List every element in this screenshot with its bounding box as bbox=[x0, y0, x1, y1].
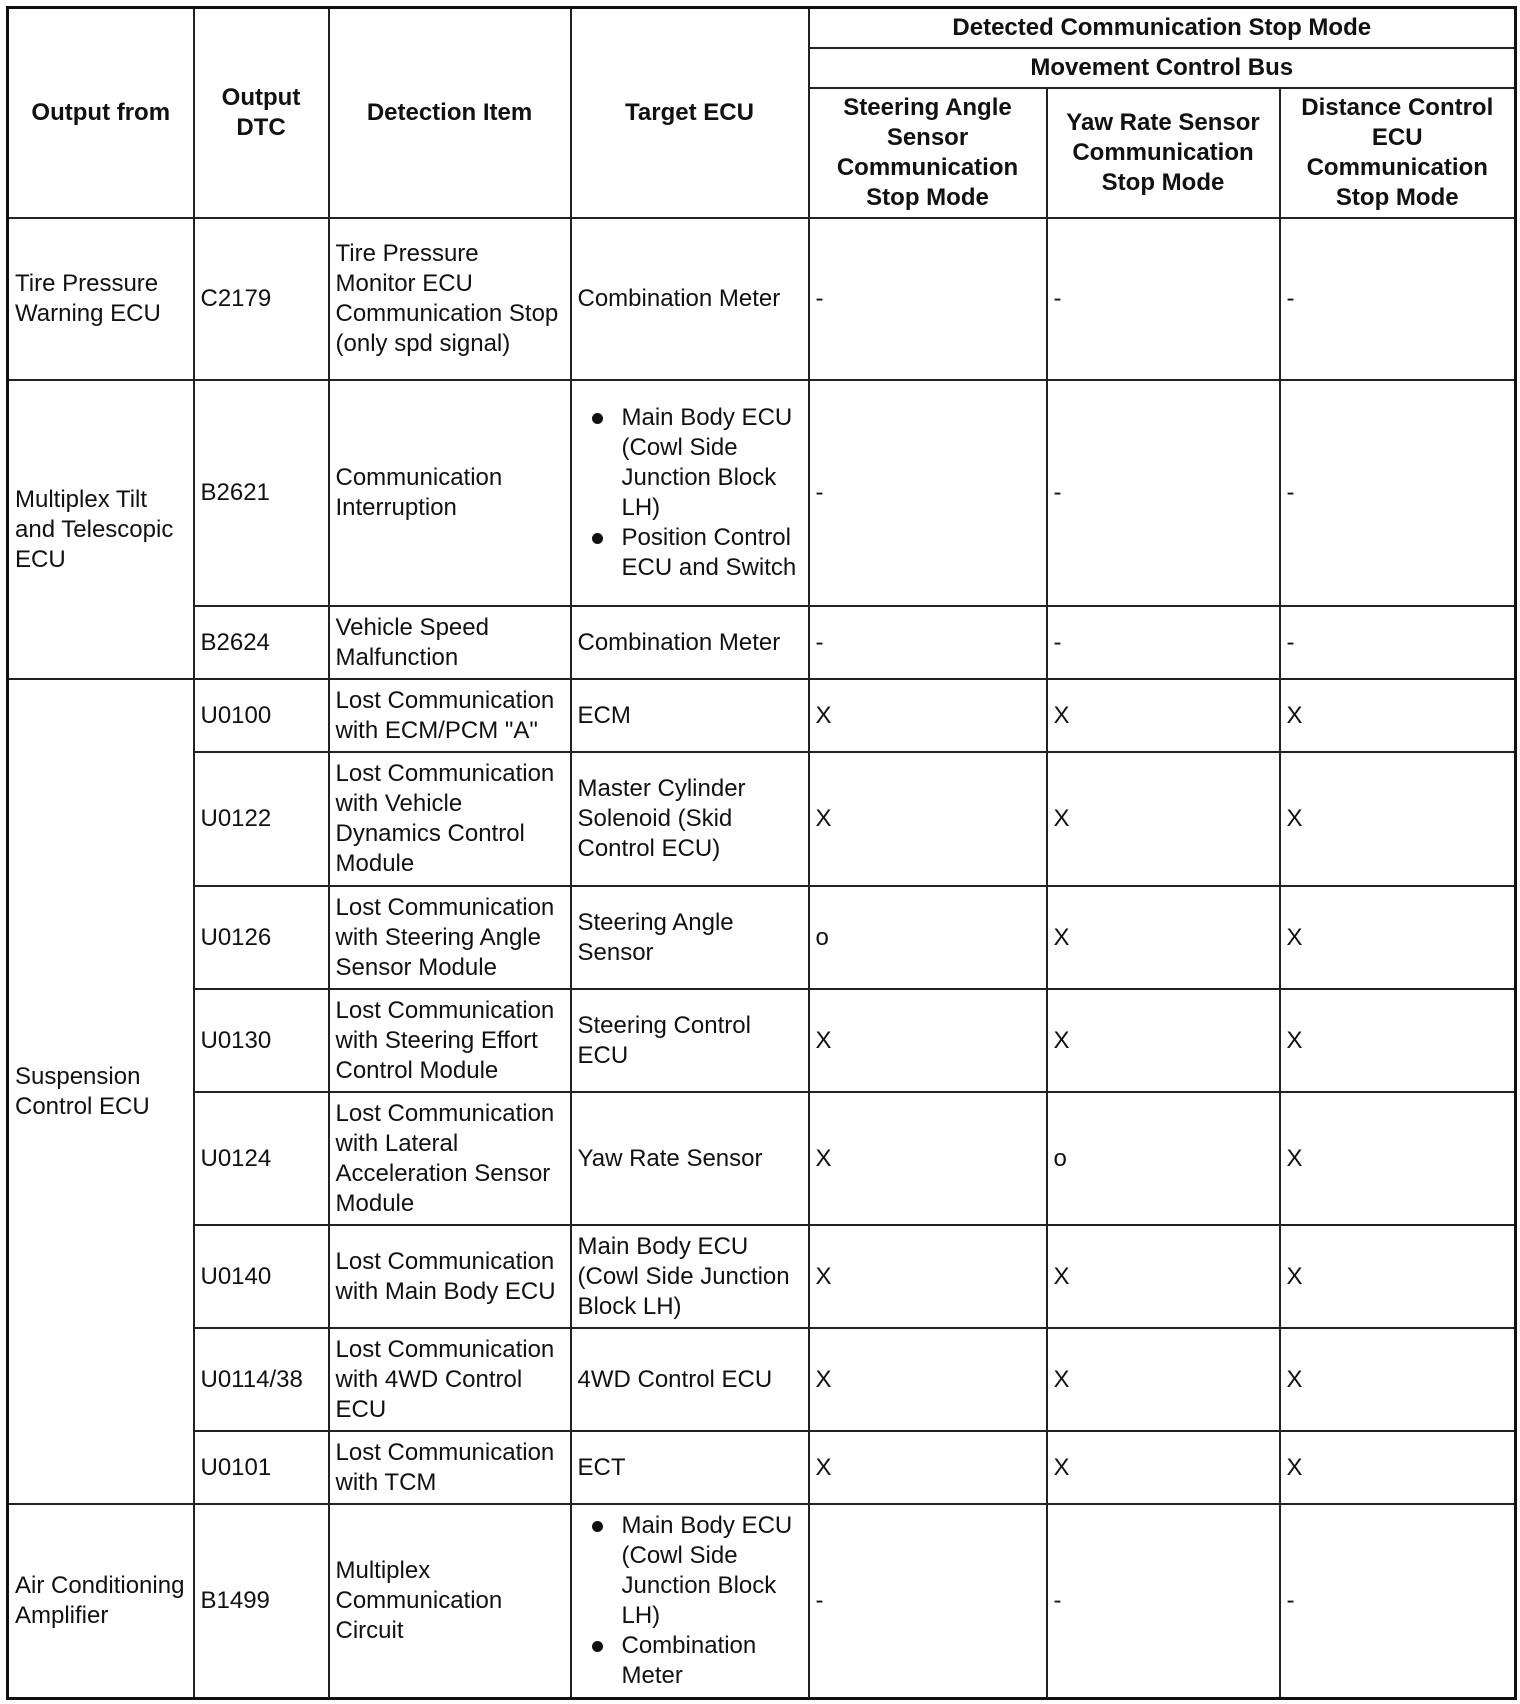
cell-target-ecu: Combination Meter bbox=[571, 218, 809, 380]
cell-detection-item: Lost Communication with Lateral Acceleration Sensor Module bbox=[329, 1092, 571, 1225]
header-bus: Movement Control Bus bbox=[809, 48, 1516, 88]
cell-target-ecu: Master Cylinder Solenoid (Skid Control ECU) bbox=[571, 752, 809, 886]
cell-yaw-rate-mode: X bbox=[1047, 989, 1280, 1092]
cell-target-ecu: Steering Control ECU bbox=[571, 989, 809, 1092]
cell-distance-control-mode: X bbox=[1280, 679, 1516, 752]
cell-dtc: C2179 bbox=[194, 218, 329, 380]
cell-detection-item: Lost Communication with Steering Effort Control Module bbox=[329, 989, 571, 1092]
cell-target-ecu bbox=[571, 1504, 809, 1698]
cell-steering-angle-mode: X bbox=[809, 679, 1047, 752]
target-ecu-list-item: Main Body ECU (Cowl Side Junction Block LH) bbox=[622, 1511, 802, 1631]
cell-detection-item: Lost Communication with Main Body ECU bbox=[329, 1225, 571, 1328]
dtc-stop-mode-table bbox=[6, 6, 1517, 1700]
cell-detection-item: Lost Communication with 4WD Control ECU bbox=[329, 1328, 571, 1431]
cell-dtc: U0122 bbox=[194, 752, 329, 886]
cell-steering-angle-mode: X bbox=[809, 1225, 1047, 1328]
header-detected-mode: Detected Communication Stop Mode bbox=[809, 8, 1516, 49]
cell-detection-item: Lost Communication with TCM bbox=[329, 1431, 571, 1504]
cell-yaw-rate-mode: o bbox=[1047, 1092, 1280, 1225]
header-yaw-rate-sensor: Yaw Rate Sensor Communication Stop Mode bbox=[1047, 88, 1280, 218]
header-detection-item: Detection Item bbox=[329, 8, 571, 219]
cell-yaw-rate-mode: X bbox=[1047, 1328, 1280, 1431]
cell-dtc: B2621 bbox=[194, 380, 329, 606]
cell-detection-item: Tire Pressure Monitor ECU Communication Stop (only spd signal) bbox=[329, 218, 571, 380]
target-ecu-list-item: Main Body ECU (Cowl Side Junction Block LH) bbox=[622, 403, 802, 523]
cell-output-from: Suspension Control ECU bbox=[8, 679, 194, 1504]
table-row bbox=[8, 606, 1516, 679]
cell-distance-control-mode: X bbox=[1280, 752, 1516, 886]
cell-detection-item: Multiplex Communication Circuit bbox=[329, 1504, 571, 1698]
target-ecu-list bbox=[578, 403, 802, 583]
cell-target-ecu bbox=[571, 380, 809, 606]
table-row bbox=[8, 1431, 1516, 1504]
cell-detection-item: Lost Communication with Vehicle Dynamics Control Module bbox=[329, 752, 571, 886]
table-header bbox=[8, 8, 1516, 219]
table-row bbox=[8, 218, 1516, 380]
cell-target-ecu: ECM bbox=[571, 679, 809, 752]
cell-detection-item: Communication Interruption bbox=[329, 380, 571, 606]
cell-detection-item: Lost Communication with Steering Angle Sensor Module bbox=[329, 886, 571, 989]
cell-distance-control-mode: - bbox=[1280, 606, 1516, 679]
cell-target-ecu: Yaw Rate Sensor bbox=[571, 1092, 809, 1225]
table-row bbox=[8, 1328, 1516, 1431]
header-target-ecu: Target ECU bbox=[571, 8, 809, 219]
cell-yaw-rate-mode: - bbox=[1047, 606, 1280, 679]
cell-yaw-rate-mode: - bbox=[1047, 1504, 1280, 1698]
cell-target-ecu: Main Body ECU (Cowl Side Junction Block LH) bbox=[571, 1225, 809, 1328]
cell-distance-control-mode: X bbox=[1280, 886, 1516, 989]
header-distance-control-ecu: Distance Control ECU Communication Stop Mode bbox=[1280, 88, 1516, 218]
table-row bbox=[8, 989, 1516, 1092]
cell-yaw-rate-mode: X bbox=[1047, 886, 1280, 989]
cell-distance-control-mode: - bbox=[1280, 218, 1516, 380]
cell-steering-angle-mode: - bbox=[809, 1504, 1047, 1698]
target-ecu-list-item: Combination Meter bbox=[622, 1631, 802, 1691]
cell-dtc: U0126 bbox=[194, 886, 329, 989]
cell-steering-angle-mode: X bbox=[809, 989, 1047, 1092]
header-output-dtc: Output DTC bbox=[194, 8, 329, 219]
cell-distance-control-mode: X bbox=[1280, 1092, 1516, 1225]
cell-target-ecu: Steering Angle Sensor bbox=[571, 886, 809, 989]
cell-dtc: U0101 bbox=[194, 1431, 329, 1504]
target-ecu-list-item: Position Control ECU and Switch bbox=[622, 523, 802, 583]
cell-steering-angle-mode: - bbox=[809, 606, 1047, 679]
table-row bbox=[8, 886, 1516, 989]
cell-yaw-rate-mode: - bbox=[1047, 218, 1280, 380]
cell-distance-control-mode: - bbox=[1280, 380, 1516, 606]
table-row bbox=[8, 752, 1516, 886]
target-ecu-list bbox=[578, 1511, 802, 1691]
cell-steering-angle-mode: o bbox=[809, 886, 1047, 989]
cell-yaw-rate-mode: X bbox=[1047, 1225, 1280, 1328]
cell-steering-angle-mode: - bbox=[809, 380, 1047, 606]
cell-detection-item: Vehicle Speed Malfunction bbox=[329, 606, 571, 679]
cell-yaw-rate-mode: - bbox=[1047, 380, 1280, 606]
cell-dtc: B2624 bbox=[194, 606, 329, 679]
table-body bbox=[8, 218, 1516, 1698]
cell-distance-control-mode: X bbox=[1280, 1328, 1516, 1431]
table-row bbox=[8, 679, 1516, 752]
cell-steering-angle-mode: - bbox=[809, 218, 1047, 380]
table-row bbox=[8, 1225, 1516, 1328]
cell-dtc: U0114/38 bbox=[194, 1328, 329, 1431]
cell-dtc: U0124 bbox=[194, 1092, 329, 1225]
cell-target-ecu: ECT bbox=[571, 1431, 809, 1504]
cell-target-ecu: 4WD Control ECU bbox=[571, 1328, 809, 1431]
cell-output-from: Tire Pressure Warning ECU bbox=[8, 218, 194, 380]
cell-distance-control-mode: X bbox=[1280, 989, 1516, 1092]
cell-target-ecu: Combination Meter bbox=[571, 606, 809, 679]
cell-output-from: Air Conditioning Amplifier bbox=[8, 1504, 194, 1698]
cell-dtc: U0130 bbox=[194, 989, 329, 1092]
cell-steering-angle-mode: X bbox=[809, 1431, 1047, 1504]
cell-dtc: B1499 bbox=[194, 1504, 329, 1698]
table-row bbox=[8, 1092, 1516, 1225]
table-row bbox=[8, 1504, 1516, 1698]
cell-distance-control-mode: X bbox=[1280, 1225, 1516, 1328]
cell-yaw-rate-mode: X bbox=[1047, 679, 1280, 752]
cell-steering-angle-mode: X bbox=[809, 1092, 1047, 1225]
cell-detection-item: Lost Communication with ECM/PCM "A" bbox=[329, 679, 571, 752]
cell-yaw-rate-mode: X bbox=[1047, 1431, 1280, 1504]
cell-distance-control-mode: - bbox=[1280, 1504, 1516, 1698]
table-row bbox=[8, 380, 1516, 606]
header-output-from: Output from bbox=[8, 8, 194, 219]
cell-output-from: Multiplex Tilt and Telescopic ECU bbox=[8, 380, 194, 679]
cell-steering-angle-mode: X bbox=[809, 1328, 1047, 1431]
cell-steering-angle-mode: X bbox=[809, 752, 1047, 886]
cell-yaw-rate-mode: X bbox=[1047, 752, 1280, 886]
cell-dtc: U0140 bbox=[194, 1225, 329, 1328]
header-steering-angle-sensor: Steering Angle Sensor Communication Stop Mode bbox=[809, 88, 1047, 218]
cell-distance-control-mode: X bbox=[1280, 1431, 1516, 1504]
cell-dtc: U0100 bbox=[194, 679, 329, 752]
